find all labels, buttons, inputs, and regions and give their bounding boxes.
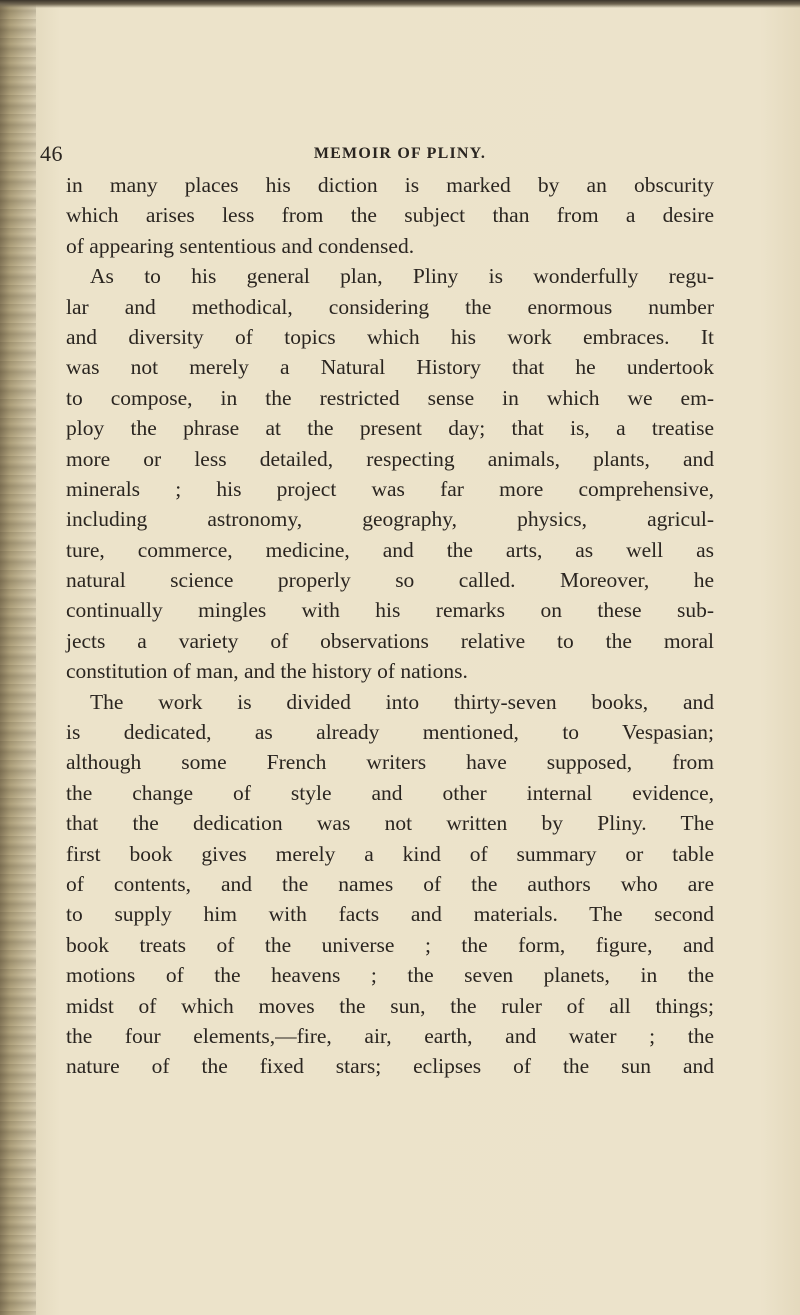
text-line: midst of which moves the sun, the ruler of all things; [66, 993, 714, 1018]
text-line: is dedicated, as already mentioned, to Vespasian; [66, 720, 714, 745]
text-line: that the dedication was not written by Pliny. The [66, 811, 714, 836]
running-head: MEMOIR OF PLINY. [313, 145, 487, 162]
text-line: the four elements,—fire, air, earth, and water ; the [66, 1023, 714, 1048]
text-line: more or less detailed, respecting animals, plants, and [66, 446, 714, 471]
text-line: The work is divided into thirty-seven books, and [90, 689, 714, 714]
text-line: ploy the phrase at the present day; that is, a treatise [66, 416, 714, 441]
text-line: jects a variety of observations relative to the moral [66, 628, 714, 653]
text-line: of appearing sententious and condensed. [66, 233, 415, 258]
text-line: the change of style and other internal evidence, [66, 780, 714, 805]
text-line: continually mingles with his remarks on these sub- [66, 598, 714, 623]
text-line: which arises less from the subject than from a desire [66, 203, 714, 228]
text-line: first book gives merely a kind of summary or table [66, 841, 714, 866]
text-line: constitution of man, and the history of nations. [66, 659, 468, 684]
page-number: 46 [40, 141, 63, 166]
page-top-edge [0, 0, 800, 8]
text-line: including astronomy, geography, physics, agricul- [66, 507, 714, 532]
text-line: nature of the fixed stars; eclipses of the sun and [66, 1054, 714, 1079]
text-line: was not merely a Natural History that he undertook [66, 355, 714, 380]
text-line: book treats of the universe ; the form, figure, and [66, 932, 714, 957]
text-line: ture, commerce, medicine, and the arts, as well as [66, 537, 714, 562]
text-line: although some French writers have supposed, from [66, 750, 714, 775]
text-line: minerals ; his project was far more comprehensive, [66, 476, 714, 501]
text-line: lar and methodical, considering the enormous number [66, 294, 714, 319]
text-line: As to his general plan, Pliny is wonderfully regu- [90, 264, 714, 289]
text-line: and diversity of topics which his work embraces. It [66, 324, 714, 349]
book-spine-shadow [0, 0, 36, 1315]
text-line: motions of the heavens ; the seven planets, in the [66, 963, 714, 988]
text-line: to supply him with facts and materials. The second [66, 902, 714, 927]
text-line: natural science properly so called. Moreover, he [66, 568, 714, 593]
text-line: to compose, in the restricted sense in which we em- [66, 385, 714, 410]
text-line: of contents, and the names of the authors who are [66, 871, 714, 896]
body-text [66, 170, 714, 1082]
text-line: in many places his diction is marked by an obscurity [66, 173, 714, 197]
